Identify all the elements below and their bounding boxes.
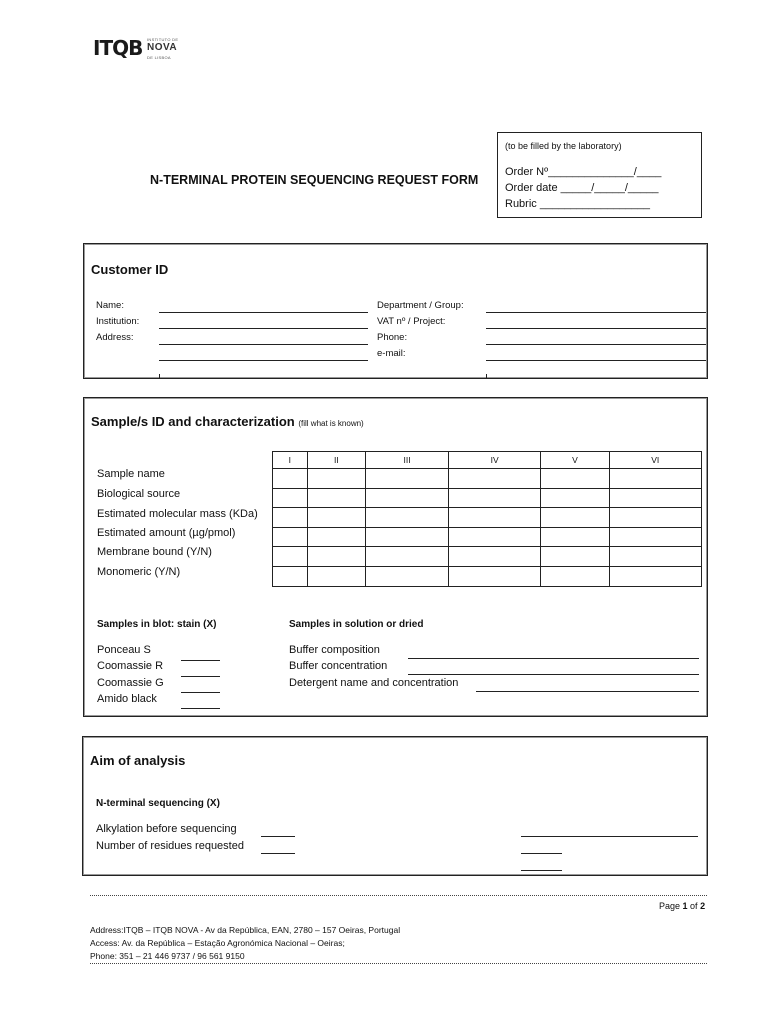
customer-id-title: Customer ID [91, 262, 169, 277]
sample-title-text: Sample/s ID and characterization [91, 414, 295, 429]
table-row [273, 469, 702, 489]
alkylation-label: Alkylation before sequencing [96, 823, 237, 835]
table-cell[interactable] [541, 508, 609, 528]
footer-access: Access: Av. da República – Estação Agronómica Nacional – Oeiras; [90, 938, 345, 948]
page-current: 1 [682, 901, 688, 911]
row-label-molecular-mass: Estimated molecular mass (KDa) [97, 508, 258, 520]
page-prefix: Page [659, 901, 683, 911]
lab-use-box [497, 132, 702, 218]
footer-divider-bottom [90, 963, 707, 964]
sample-table [272, 451, 702, 587]
column-header: V [541, 452, 609, 469]
detergent-label: Detergent name and concentration [289, 677, 459, 689]
column-header: III [366, 452, 449, 469]
department-field[interactable] [486, 312, 706, 313]
phone-label: Phone: [377, 332, 408, 343]
form-title: N-TERMINAL PROTEIN SEQUENCING REQUEST FORM [150, 173, 479, 187]
table-cell[interactable] [366, 488, 449, 508]
logo-nova-text: NOVA [147, 42, 178, 53]
aim-title: Aim of analysis [90, 753, 186, 768]
table-cell[interactable] [366, 508, 449, 528]
n-terminal-sequencing-heading: N-terminal sequencing (X) [96, 798, 220, 809]
column-divider-right [486, 374, 487, 378]
solution-heading: Samples in solution or dried [289, 619, 424, 630]
table-cell[interactable] [541, 488, 609, 508]
table-cell[interactable] [366, 469, 449, 489]
row-label-membrane-bound: Membrane bound (Y/N) [97, 546, 212, 558]
buffer-concentration-label: Buffer concentration [289, 660, 388, 672]
table-cell[interactable] [307, 469, 366, 489]
address-field-line-2[interactable] [159, 360, 368, 361]
table-cell[interactable] [609, 527, 701, 547]
column-header: IV [448, 452, 540, 469]
table-cell[interactable] [609, 469, 701, 489]
table-cell[interactable] [307, 527, 366, 547]
table-cell[interactable] [609, 508, 701, 528]
table-cell[interactable] [541, 566, 609, 586]
department-label: Department / Group: [377, 300, 464, 311]
page-total: 2 [700, 901, 706, 911]
table-cell[interactable] [273, 547, 308, 567]
vat-label: VAT nº / Project: [377, 316, 446, 327]
stain-ponceau-field[interactable] [181, 660, 220, 661]
logo-mark: ITQB [93, 36, 143, 60]
table-cell[interactable] [448, 469, 540, 489]
name-label: Name: [96, 300, 124, 311]
rubric-field[interactable]: Rubric __________________ [505, 198, 650, 210]
institution-field[interactable] [159, 328, 368, 329]
stain-amido-black-field[interactable] [181, 708, 220, 709]
stain-coomassie-r-label: Coomassie R [97, 660, 164, 672]
alkylation-field[interactable] [261, 836, 295, 837]
vat-field[interactable] [486, 328, 706, 329]
aim-extra-field-1[interactable] [521, 836, 698, 837]
email-label: e-mail: [377, 348, 406, 359]
buffer-composition-field[interactable] [408, 658, 699, 659]
table-cell[interactable] [273, 508, 308, 528]
table-cell[interactable] [307, 488, 366, 508]
table-cell[interactable] [273, 488, 308, 508]
residues-label: Number of residues requested [96, 840, 244, 852]
logo-small-text: INSTITUTO DE [147, 37, 179, 42]
table-cell[interactable] [307, 566, 366, 586]
table-row [273, 488, 702, 508]
table-cell[interactable] [366, 547, 449, 567]
footer-phone: Phone: 351 – 21 446 9737 / 96 561 9150 [90, 951, 245, 961]
table-cell[interactable] [448, 488, 540, 508]
table-cell[interactable] [609, 488, 701, 508]
table-row [273, 547, 702, 567]
footer-address: Address:ITQB – ITQB NOVA - Av da República, EAN, 2780 – 157 Oeiras, Portugal [90, 925, 401, 935]
table-row [273, 508, 702, 528]
phone-field[interactable] [486, 344, 706, 345]
sample-title [91, 414, 364, 429]
table-cell[interactable] [307, 508, 366, 528]
table-cell[interactable] [273, 527, 308, 547]
email-field[interactable] [486, 360, 706, 361]
column-header: VI [609, 452, 701, 469]
aim-extra-field-2[interactable] [521, 853, 562, 854]
page-number [659, 901, 705, 911]
logo-sub-text: DE LISBOA [147, 55, 171, 60]
stain-amido-black-label: Amido black [97, 693, 157, 705]
sample-section [83, 397, 708, 717]
sample-title-note: (fill what is known) [298, 419, 364, 428]
table-cell[interactable] [273, 566, 308, 586]
lab-box-note: (to be filled by the laboratory) [505, 141, 622, 151]
column-header: II [307, 452, 366, 469]
name-field[interactable] [159, 312, 368, 313]
stain-coomassie-r-field[interactable] [181, 676, 220, 677]
table-row [273, 566, 702, 586]
sample-table-header [273, 452, 702, 469]
table-cell[interactable] [273, 469, 308, 489]
table-cell[interactable] [448, 566, 540, 586]
table-cell[interactable] [541, 469, 609, 489]
residues-field[interactable] [261, 853, 295, 854]
table-cell[interactable] [307, 547, 366, 567]
table-cell[interactable] [609, 566, 701, 586]
stain-ponceau-label: Ponceau S [97, 644, 151, 656]
row-label-monomeric: Monomeric (Y/N) [97, 566, 181, 578]
order-date-field[interactable]: Order date _____/_____/_____ [505, 182, 659, 194]
address-label: Address: [96, 332, 134, 343]
itqb-nova-logo [93, 34, 188, 64]
page-of: of [687, 901, 701, 911]
blot-stain-heading: Samples in blot: stain (X) [97, 619, 217, 630]
table-cell[interactable] [448, 527, 540, 547]
table-cell[interactable] [541, 527, 609, 547]
table-cell[interactable] [609, 547, 701, 567]
aim-extra-field-3[interactable] [521, 870, 562, 871]
table-cell[interactable] [541, 547, 609, 567]
stain-coomassie-g-field[interactable] [181, 692, 220, 693]
row-label-sample-name: Sample name [97, 468, 165, 480]
institution-label: Institution: [96, 316, 140, 327]
aim-of-analysis-section [82, 736, 708, 876]
detergent-field[interactable] [476, 691, 699, 692]
column-header: I [273, 452, 308, 469]
stain-coomassie-g-label: Coomassie G [97, 677, 164, 689]
table-cell[interactable] [448, 547, 540, 567]
table-cell[interactable] [366, 566, 449, 586]
table-cell[interactable] [448, 508, 540, 528]
table-cell[interactable] [366, 527, 449, 547]
table-row [273, 527, 702, 547]
buffer-concentration-field[interactable] [408, 674, 699, 675]
order-number-field[interactable]: Order Nº______________/____ [505, 166, 662, 178]
address-field-line-1[interactable] [159, 344, 368, 345]
footer-divider-top [90, 895, 707, 896]
row-label-biological-source: Biological source [97, 488, 181, 500]
buffer-composition-label: Buffer composition [289, 644, 380, 656]
row-label-estimated-amount: Estimated amount (µg/pmol) [97, 527, 236, 539]
column-divider-left [159, 374, 160, 378]
customer-id-section [83, 243, 708, 379]
